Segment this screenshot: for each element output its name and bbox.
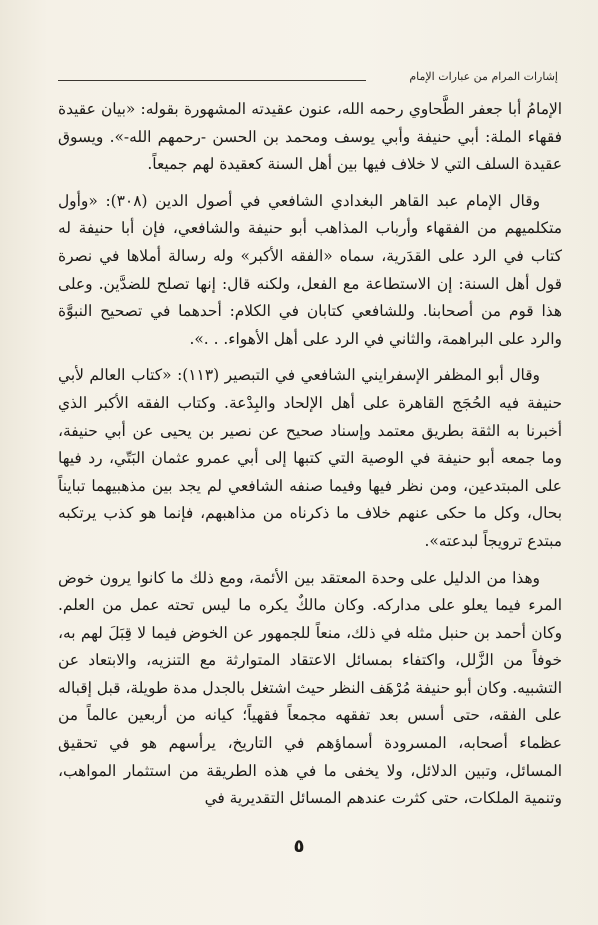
paragraph: وقال الإمام عبد القاهر البغدادي الشافعي في أصول الدين (٣٠٨): «وأول متكلميهم من الفقهاء وأرباب المذاهب أبو حنيفة والشافعي، فإن أبا حنيفة له كتاب في الرد على القدَرية، سماه «الفقه الأكبر» وله رسالة أملاها في نصرة قول أهل السنة: إن الاستطاعة مع الفعل، ولكنه قال: إنها تصلح للضدَّين. وعلى هذا قوم من أصحابنا. وللشافعي كتابان في الكلام: أحدهما في تصحيح النبوَّة والرد على البراهمة، والثاني في الرد على أهل الأهواء. . .». [58, 191, 562, 348]
page-number: ٥ [293, 836, 305, 857]
paragraph: وهذا من الدليل على وحدة المعتقد بين الأئمة، ومع ذلك ما كانوا يرون خوض المرء فيما يعلو على مداركه. وكان مالكٌ يكره ما ليس تحته عمل من العلم. وكان أحمد بن حنبل مثله في ذلك، منعاً للجمهور عن الخوض فيما لا قِبَلَ لهم به، خوفاً من الزَّلل، واكتفاء بمسائل الاعتقاد المتوارثة مع التنزيه، والابتعاد عن التشبيه. وكان أبو حنيفة مُرْهَف النظر حيث اشتغل بالجدل مدة طويلة، قبل إقباله على الفقه، حتى أسس بعد تفقهه مجمعاً فقهياً؛ كيانه من أربعين عالماً من عظماء أصحابه، المسرودة أسماؤهم في التاريخ، يرأسهم هو في تحقيق المسائل، وتبين الدلائل، ولا يخفى ما في هذه الطريقة من استثمار المواهب، وتنمية الملكات، حتى كثرت عندهم المسائل التقديرية في [58, 568, 562, 808]
paragraph: وقال أبو المظفر الإسفرايني الشافعي في التبصير (١١٣): «كتاب العالم لأبي حنيفة فيه الحُجَج القاهرة على أهل الإلحاد والبِدْعة. وكتاب الفقه الأكبر الذي أخبرنا به الثقة بطريق معتمد وإسناد صحيح عن نصير بن يحيى عن أبي حنيفة، وما جمعه أبو حنيفة في الوصية التي كتبها إلى أبي عمرو عثمان البَتّي، رد فيها على المبتدعين، ومن نظر فيها وفيما صنفه الشافعي لم يجد بين مذهبيهما تبايناً بحال، وكل ما حكى عنهم خلاف ما ذكرناه من مذاهبهم، فإنما هو كذب يرتكبه مبتدع ترويجاً لبدعته». [58, 366, 562, 550]
body-text [58, 96, 562, 822]
header-rule [58, 80, 366, 81]
paragraph: الإمامُ أبا جعفر الطَّحاوي رحمه الله، عنون عقيدته المشهورة بقوله: «بيان عقيدة فقهاء الملة: أبي حنيفة وأبي يوسف ومحمد بن الحسن -رحمهم الله-». ويسوق عقيدة السلف التي لا خلاف فيها بين أهل السنة كعقيدة لهم جميعاً. [58, 100, 562, 174]
running-header [58, 70, 558, 88]
header-title: إشارات المرام من عبارات الإمام [409, 70, 558, 83]
